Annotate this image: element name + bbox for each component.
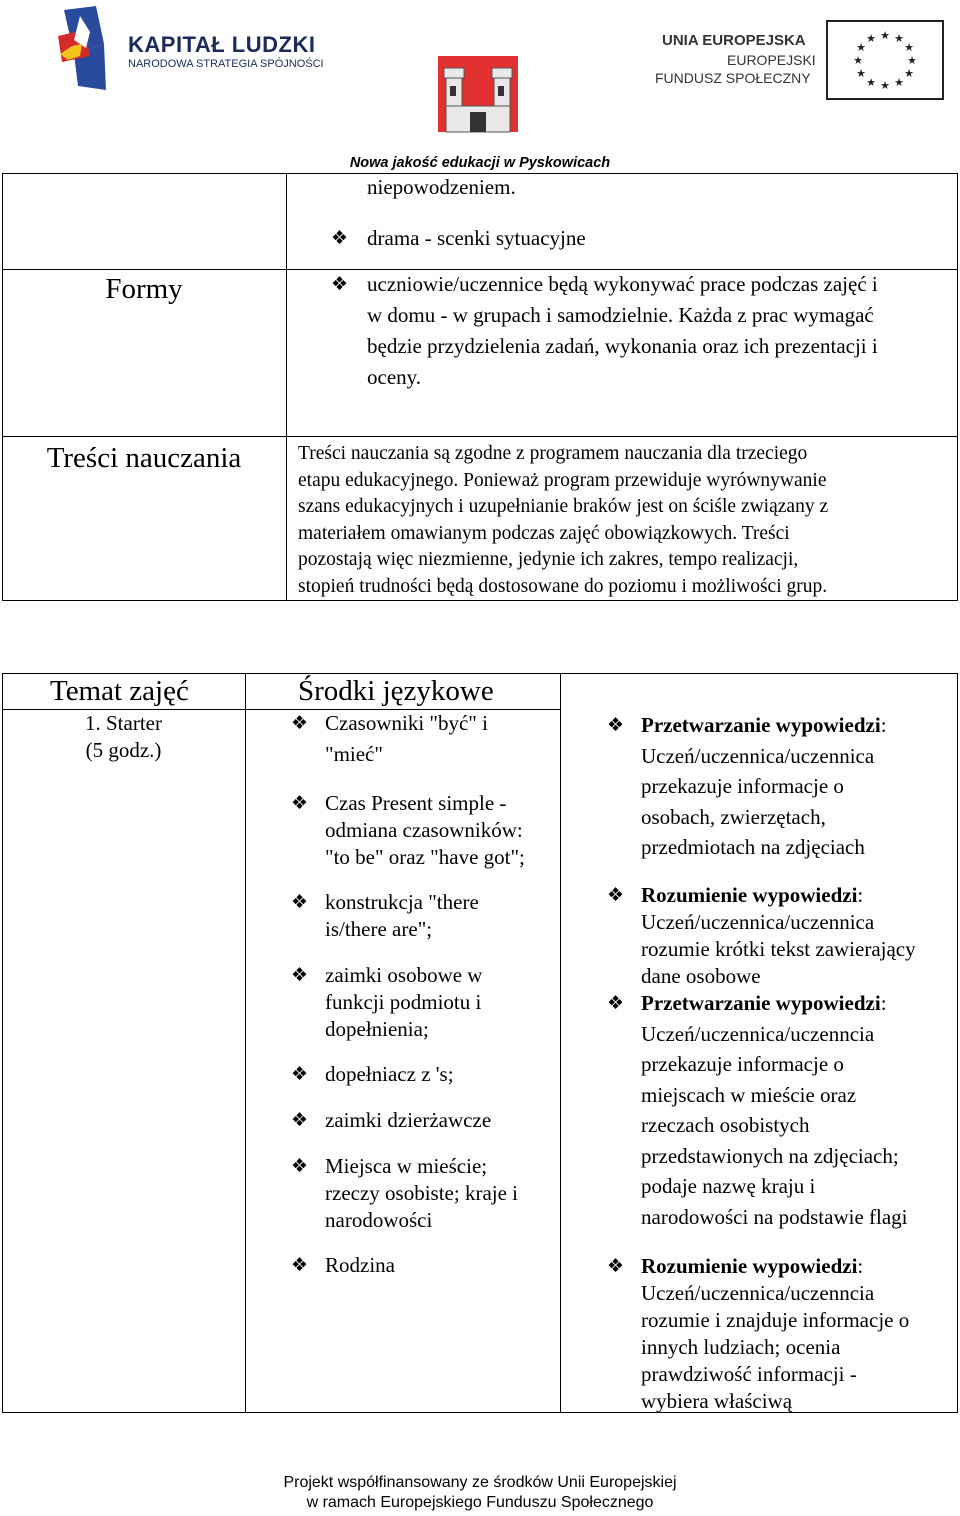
- list-item: ❖ konstrukcja "there is/there are";: [291, 890, 479, 941]
- list-item: ❖ Przetwarzanie wypowiedzi: Uczeń/uczennica/uczennica przekazuje informacje o osobach, zwierzętach, przedmiotach na zdjęciach: [641, 710, 887, 863]
- svg-text:★: ★: [880, 29, 890, 42]
- kapital-ludzki-title: KAPITAŁ LUDZKI: [128, 32, 316, 57]
- list-item: ❖ uczniowie/uczennice będą wykonywać prace podczas zajęć i w domu - w grupach i samodzielnie. Każda z prac wymagać będzie przydzielenia zadań, wykonania oraz ich prezentacji i oceny.: [367, 269, 878, 393]
- diamond-bullet-icon: ❖: [607, 714, 625, 736]
- list-item: ❖ Rozumienie wypowiedzi: Uczeń/uczennica/uczenncia rozumie i znajduje informacje o innych ludziach; ocenia prawdziwość informacji - wybiera właściwą: [607, 1254, 910, 1413]
- svg-text:★: ★: [904, 67, 914, 80]
- ue-title: UNIA EUROPEJSKA: [662, 32, 806, 49]
- footer-line2: w ramach Europejskiego Funduszu Społecznego: [306, 1494, 654, 1511]
- column-header-temat: Temat zajęć: [50, 675, 189, 707]
- diamond-bullet-icon: ❖: [291, 964, 309, 986]
- row-label-formy: Formy: [105, 273, 183, 305]
- list-item: ❖ Czasowniki "być" i "mieć": [291, 711, 488, 766]
- diamond-bullet-icon: ❖: [331, 227, 349, 249]
- list-item: ❖ Rodzina: [291, 1253, 395, 1277]
- svg-text:★: ★: [856, 41, 866, 54]
- column-header-srodki: Środki językowe: [298, 675, 494, 707]
- list-item: ❖ Przetwarzanie wypowiedzi: Uczeń/uczennica/uczenncia przekazuje informacje o miejscach w mieście oraz rzeczach osobistych przedstawionych na zdjęciach; podaje nazwę kraju i narodowości na podstawie flagi: [641, 988, 908, 1232]
- list-item: ❖ drama - scenki sytuacyjne: [367, 223, 586, 254]
- diamond-bullet-icon: ❖: [331, 273, 349, 295]
- continued-text: niepowodzeniem.: [367, 175, 516, 199]
- svg-text:★: ★: [856, 67, 866, 80]
- list-item: ❖ Rozumienie wypowiedzi: Uczeń/uczennica/uczennica rozumie krótki tekst zawierający dane osobowe: [607, 883, 916, 988]
- diamond-bullet-icon: ❖: [291, 712, 309, 734]
- svg-text:★: ★: [894, 32, 904, 45]
- svg-text:★: ★: [907, 54, 917, 67]
- footer-line1: Projekt współfinansowany ze środków Unii Europejskiej: [283, 1474, 677, 1491]
- diamond-bullet-icon: ❖: [607, 884, 625, 906]
- diamond-bullet-icon: ❖: [607, 1255, 625, 1277]
- diamond-bullet-icon: ❖: [607, 992, 625, 1014]
- svg-text:★: ★: [866, 32, 876, 45]
- tresci-paragraph: Treści nauczania są zgodne z programem nauczania dla trzeciego etapu edukacyjnego. Ponieważ program przewiduje wyrównywanie szans edukacyjnych i uzupełnianie braków jest on ściśle związany z materiałem omawianym podczas zajęć obowiązkowych. Treści pozostają więc niezmienne, jedynie ich zakres, tempo realizacji, stopień trudności będą dostosowane do poziomu i możliwości grup.: [298, 443, 829, 597]
- kapital-ludzki-subtitle: NARODOWA STRATEGIA SPÓJNOŚCI: [128, 58, 324, 70]
- diamond-bullet-icon: ❖: [291, 1109, 309, 1131]
- pyskowice-crest-logo: [436, 52, 520, 134]
- list-item: ❖ zaimki dzierżawcze: [291, 1108, 492, 1132]
- list-item: ❖ Miejsca w mieście; rzeczy osobiste; kraje i narodowości: [291, 1154, 518, 1232]
- lesson-topic: 1. Starter (5 godz.): [85, 711, 162, 762]
- list-item: ❖ Czas Present simple - odmiana czasowników: "to be" oraz "have got";: [291, 791, 525, 869]
- svg-text:★: ★: [904, 41, 914, 54]
- svg-text:★: ★: [866, 76, 876, 89]
- project-title: Nowa jakość edukacji w Pyskowicach: [349, 155, 611, 171]
- svg-text:★: ★: [894, 76, 904, 89]
- diamond-bullet-icon: ❖: [291, 891, 309, 913]
- eu-flag-logo: [826, 20, 944, 100]
- row-label-tresci: Treści nauczania: [46, 442, 242, 474]
- svg-text:★: ★: [853, 54, 863, 67]
- diamond-bullet-icon: ❖: [291, 792, 309, 814]
- list-item: ❖ dopełniacz z 's;: [291, 1062, 454, 1086]
- diamond-bullet-icon: ❖: [291, 1063, 309, 1085]
- list-item: ❖ zaimki osobowe w funkcji podmiotu i dopełnienia;: [291, 963, 483, 1041]
- diamond-bullet-icon: ❖: [291, 1155, 309, 1177]
- efs-line1: EUROPEJSKI: [727, 52, 816, 68]
- svg-text:★: ★: [880, 79, 890, 92]
- efs-line2: FUNDUSZ SPOŁECZNY: [655, 70, 811, 86]
- diamond-bullet-icon: ❖: [291, 1254, 309, 1276]
